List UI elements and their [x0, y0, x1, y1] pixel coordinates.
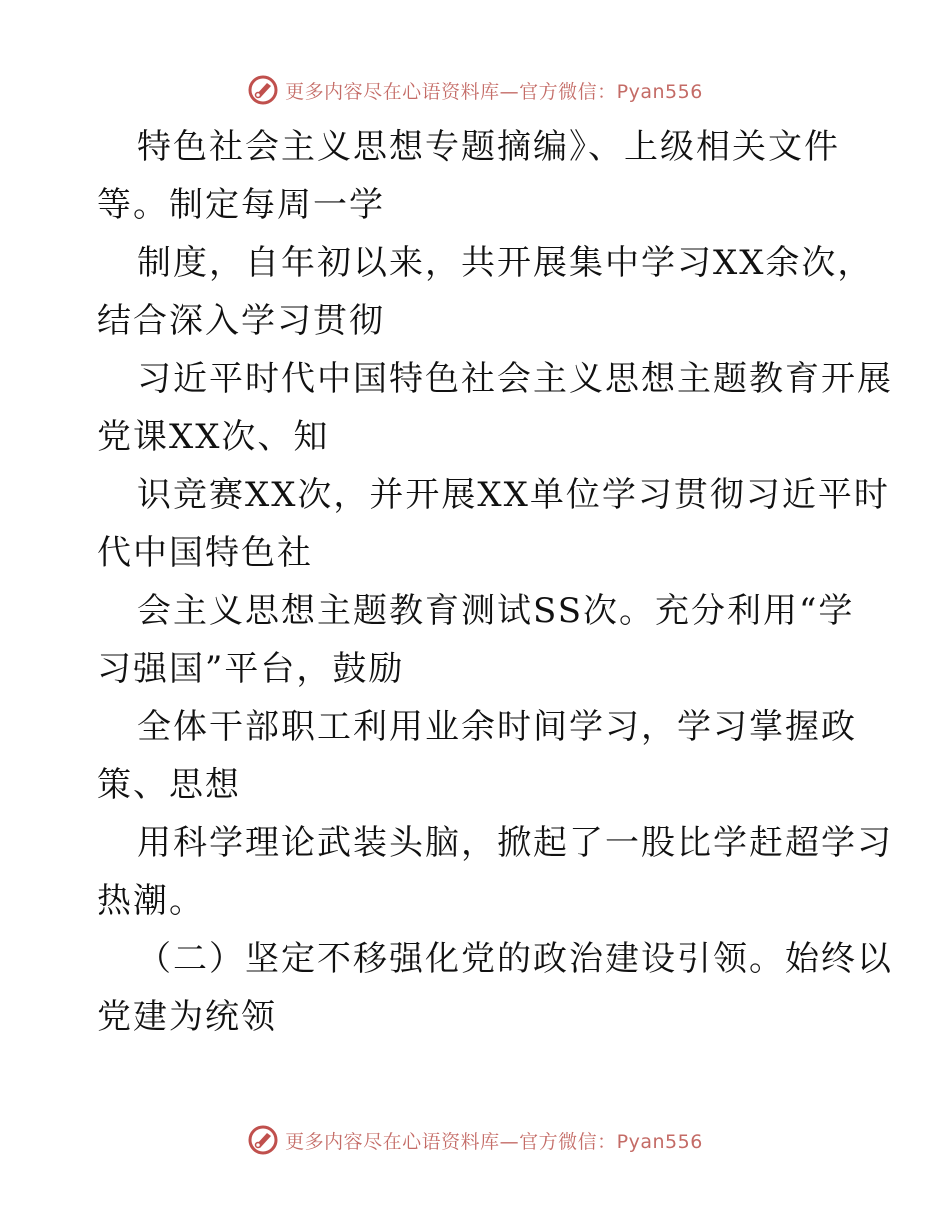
header-watermark	[0, 70, 950, 110]
text-line: 用科学理论武装头脑，掀起了一股比学赶超学习	[137, 823, 893, 863]
logo-icon	[247, 74, 279, 106]
text-line: 代中国特色社	[97, 533, 313, 573]
text-line: （二）坚定不移强化党的政治建设引领。始终以	[137, 939, 893, 979]
text-line: 习强国”平台，鼓励	[97, 649, 405, 689]
text-line: 热潮。	[97, 881, 205, 921]
watermark-text: 更多内容尽在心语资料库—官方微信：Pyan556	[285, 80, 703, 103]
text-line: 习近平时代中国特色社会主义思想主题教育开展	[137, 359, 893, 399]
text-line: 等。制定每周一学	[97, 185, 385, 225]
text-line: 策、思想	[97, 765, 241, 805]
text-line: 特色社会主义思想专题摘编》、上级相关文件	[137, 127, 840, 167]
document-body	[0, 118, 950, 1046]
text-line: 党建为统领	[97, 997, 277, 1037]
text-line: 制度，自年初以来，共开展集中学习XX余次，	[137, 243, 874, 283]
logo-icon	[247, 1124, 279, 1156]
text-line: 结合深入学习贯彻	[97, 301, 385, 341]
text-line: 全体干部职工利用业余时间学习，学习掌握政	[137, 707, 857, 747]
text-line: 识竞赛XX次，并开展XX单位学习贯彻习近平时	[137, 475, 890, 515]
text-line: 会主义思想主题教育测试SS次。充分利用“学	[137, 591, 855, 631]
text-line: 党课XX次、知	[97, 417, 330, 457]
footer-watermark	[0, 1120, 950, 1160]
watermark-text: 更多内容尽在心语资料库—官方微信：Pyan556	[285, 1130, 703, 1153]
